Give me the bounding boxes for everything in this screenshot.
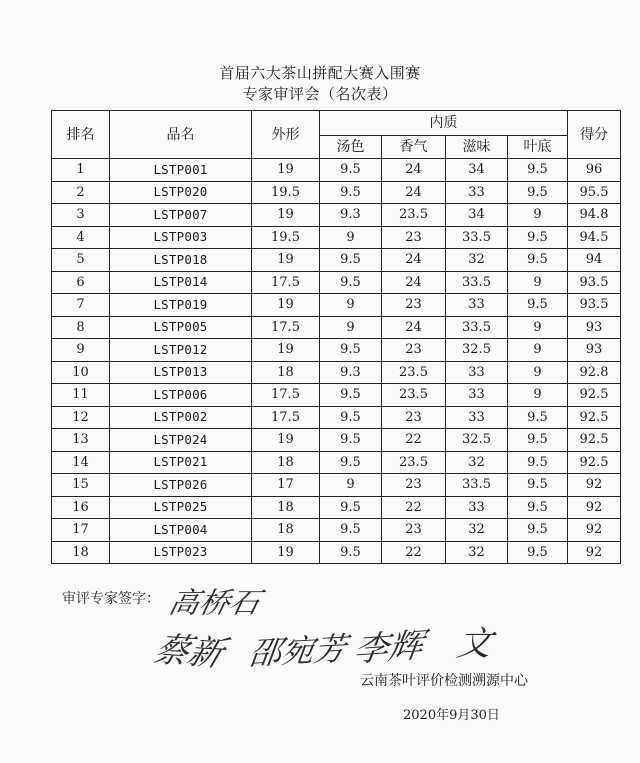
name-cell: LSTP014: [110, 271, 252, 294]
table-body: [52, 159, 621, 564]
name-cell: LSTP003: [110, 226, 252, 249]
table-row: [52, 181, 621, 204]
header-aroma: 香气: [382, 136, 446, 159]
name-cell: LSTP018: [110, 249, 252, 272]
taste-cell: 34: [446, 159, 508, 182]
leaf-base-cell: 9.5: [508, 294, 568, 317]
liquor-color-cell: 9.5: [320, 541, 382, 564]
table-row: [52, 406, 621, 429]
leaf-base-cell: 9.5: [508, 249, 568, 272]
rank-cell: 16: [52, 496, 110, 519]
taste-cell: 33: [446, 406, 508, 429]
shape-cell: 18: [252, 496, 320, 519]
rank-cell: 11: [52, 384, 110, 407]
score-cell: 94.5: [568, 226, 621, 249]
document-subtitle: 专家审评会（名次表）: [242, 85, 398, 103]
shape-cell: 18: [252, 519, 320, 542]
leaf-base-cell: 9.5: [508, 496, 568, 519]
liquor-color-cell: 9.5: [320, 159, 382, 182]
table-row: [52, 429, 621, 452]
table-row: [52, 294, 621, 317]
name-cell: LSTP012: [110, 339, 252, 362]
taste-cell: 33.5: [446, 226, 508, 249]
leaf-base-cell: 9: [508, 204, 568, 227]
score-cell: 93.5: [568, 271, 621, 294]
leaf-base-cell: 9: [508, 361, 568, 384]
table-row: [52, 316, 621, 339]
signature-4: 李辉: [351, 625, 426, 671]
aroma-cell: 23: [382, 339, 446, 362]
rank-cell: 15: [52, 474, 110, 497]
taste-cell: 32.5: [446, 429, 508, 452]
signature-2: 蔡新: [149, 629, 229, 675]
table-row: [52, 384, 621, 407]
name-cell: LSTP004: [110, 519, 252, 542]
name-cell: LSTP023: [110, 541, 252, 564]
score-cell: 92: [568, 519, 621, 542]
score-cell: 93.5: [568, 294, 621, 317]
taste-cell: 34: [446, 204, 508, 227]
liquor-color-cell: 9.5: [320, 249, 382, 272]
taste-cell: 32.5: [446, 339, 508, 362]
name-cell: LSTP007: [110, 204, 252, 227]
shape-cell: 19.5: [252, 226, 320, 249]
name-cell: LSTP021: [110, 451, 252, 474]
signature-3: 邵宛芳: [247, 629, 349, 673]
leaf-base-cell: 9: [508, 316, 568, 339]
rank-cell: 7: [52, 294, 110, 317]
shape-cell: 18: [252, 451, 320, 474]
shape-cell: 19: [252, 339, 320, 362]
score-cell: 95.5: [568, 181, 621, 204]
aroma-cell: 23.5: [382, 384, 446, 407]
taste-cell: 32: [446, 249, 508, 272]
score-cell: 92: [568, 541, 621, 564]
aroma-cell: 23: [382, 406, 446, 429]
aroma-cell: 22: [382, 429, 446, 452]
taste-cell: 32: [446, 451, 508, 474]
rank-cell: 12: [52, 406, 110, 429]
score-cell: 92.8: [568, 361, 621, 384]
name-cell: LSTP026: [110, 474, 252, 497]
table-row: [52, 249, 621, 272]
taste-cell: 32: [446, 519, 508, 542]
shape-cell: 17.5: [252, 406, 320, 429]
table-row: [52, 496, 621, 519]
leaf-base-cell: 9: [508, 339, 568, 362]
organization-name: 云南茶叶评价检测溯源中心: [360, 673, 528, 689]
liquor-color-cell: 9.5: [320, 496, 382, 519]
aroma-cell: 23.5: [382, 451, 446, 474]
shape-cell: 19: [252, 294, 320, 317]
document-title: 首届六大茶山拼配大赛入围赛: [219, 64, 421, 82]
rank-cell: 9: [52, 339, 110, 362]
rank-cell: 6: [52, 271, 110, 294]
header-taste: 滋味: [446, 136, 508, 159]
leaf-base-cell: 9.5: [508, 429, 568, 452]
taste-cell: 33.5: [446, 474, 508, 497]
rank-cell: 4: [52, 226, 110, 249]
header-score: 得分: [568, 111, 621, 159]
liquor-color-cell: 9.5: [320, 519, 382, 542]
rank-cell: 8: [52, 316, 110, 339]
liquor-color-cell: 9: [320, 226, 382, 249]
name-cell: LSTP019: [110, 294, 252, 317]
liquor-color-cell: 9.5: [320, 271, 382, 294]
taste-cell: 33: [446, 294, 508, 317]
header-inner-quality: 内质: [320, 111, 568, 136]
leaf-base-cell: 9.5: [508, 159, 568, 182]
aroma-cell: 23: [382, 226, 446, 249]
leaf-base-cell: 9.5: [508, 226, 568, 249]
table-row: [52, 226, 621, 249]
shape-cell: 19: [252, 429, 320, 452]
score-cell: 92.5: [568, 406, 621, 429]
score-cell: 93: [568, 316, 621, 339]
score-cell: 92: [568, 496, 621, 519]
score-cell: 92.5: [568, 429, 621, 452]
name-cell: LSTP006: [110, 384, 252, 407]
liquor-color-cell: 9.3: [320, 204, 382, 227]
shape-cell: 17.5: [252, 271, 320, 294]
table-row: [52, 361, 621, 384]
signature-5: 文: [453, 624, 495, 664]
table-row: [52, 519, 621, 542]
taste-cell: 33.5: [446, 271, 508, 294]
rank-cell: 17: [52, 519, 110, 542]
table-row: [52, 159, 621, 182]
rank-cell: 3: [52, 204, 110, 227]
aroma-cell: 23.5: [382, 204, 446, 227]
liquor-color-cell: 9.3: [320, 361, 382, 384]
leaf-base-cell: 9: [508, 384, 568, 407]
score-cell: 92.5: [568, 384, 621, 407]
liquor-color-cell: 9.5: [320, 406, 382, 429]
aroma-cell: 23: [382, 519, 446, 542]
leaf-base-cell: 9: [508, 271, 568, 294]
table-row: [52, 339, 621, 362]
leaf-base-cell: 9.5: [508, 181, 568, 204]
taste-cell: 33: [446, 181, 508, 204]
name-cell: LSTP020: [110, 181, 252, 204]
liquor-color-cell: 9.5: [320, 339, 382, 362]
header-leaf-base: 叶底: [508, 136, 568, 159]
aroma-cell: 24: [382, 271, 446, 294]
score-cell: 94: [568, 249, 621, 272]
liquor-color-cell: 9.5: [320, 451, 382, 474]
aroma-cell: 24: [382, 181, 446, 204]
name-cell: LSTP002: [110, 406, 252, 429]
liquor-color-cell: 9.5: [320, 429, 382, 452]
header-liquor-color: 汤色: [320, 136, 382, 159]
liquor-color-cell: 9.5: [320, 384, 382, 407]
table-row: [52, 204, 621, 227]
signature-1: 高桥石: [165, 586, 263, 620]
taste-cell: 33: [446, 496, 508, 519]
taste-cell: 32: [446, 541, 508, 564]
aroma-cell: 24: [382, 159, 446, 182]
leaf-base-cell: 9.5: [508, 519, 568, 542]
rank-cell: 5: [52, 249, 110, 272]
leaf-base-cell: 9.5: [508, 541, 568, 564]
table-row: [52, 271, 621, 294]
aroma-cell: 23: [382, 474, 446, 497]
shape-cell: 19.5: [252, 181, 320, 204]
aroma-cell: 24: [382, 249, 446, 272]
score-cell: 92.5: [568, 451, 621, 474]
table-row: [52, 541, 621, 564]
aroma-cell: 24: [382, 316, 446, 339]
signature-label: 审评专家签字：: [62, 591, 160, 607]
score-cell: 93: [568, 339, 621, 362]
name-cell: LSTP024: [110, 429, 252, 452]
leaf-base-cell: 9.5: [508, 474, 568, 497]
aroma-cell: 22: [382, 541, 446, 564]
score-cell: 92: [568, 474, 621, 497]
shape-cell: 17.5: [252, 384, 320, 407]
name-cell: LSTP005: [110, 316, 252, 339]
rank-cell: 1: [52, 159, 110, 182]
score-cell: 94.8: [568, 204, 621, 227]
rank-cell: 2: [52, 181, 110, 204]
liquor-color-cell: 9.5: [320, 181, 382, 204]
shape-cell: 19: [252, 204, 320, 227]
liquor-color-cell: 9: [320, 316, 382, 339]
rank-cell: 14: [52, 451, 110, 474]
rank-cell: 10: [52, 361, 110, 384]
taste-cell: 33: [446, 361, 508, 384]
shape-cell: 17.5: [252, 316, 320, 339]
taste-cell: 33: [446, 384, 508, 407]
name-cell: LSTP001: [110, 159, 252, 182]
aroma-cell: 22: [382, 496, 446, 519]
rank-cell: 13: [52, 429, 110, 452]
name-cell: LSTP025: [110, 496, 252, 519]
header-shape: 外形: [252, 111, 320, 159]
shape-cell: 19: [252, 249, 320, 272]
name-cell: LSTP013: [110, 361, 252, 384]
table-row: [52, 474, 621, 497]
taste-cell: 33.5: [446, 316, 508, 339]
liquor-color-cell: 9: [320, 474, 382, 497]
leaf-base-cell: 9.5: [508, 451, 568, 474]
aroma-cell: 23.5: [382, 361, 446, 384]
leaf-base-cell: 9.5: [508, 406, 568, 429]
score-cell: 96: [568, 159, 621, 182]
shape-cell: 19: [252, 541, 320, 564]
header-rank: 排名: [52, 111, 110, 159]
rank-cell: 18: [52, 541, 110, 564]
shape-cell: 19: [252, 159, 320, 182]
header-name: 品名: [110, 111, 252, 159]
shape-cell: 17: [252, 474, 320, 497]
ranking-table: [51, 110, 621, 564]
document-date: 2020年9月30日: [403, 708, 500, 723]
table-row: [52, 451, 621, 474]
shape-cell: 18: [252, 361, 320, 384]
aroma-cell: 23: [382, 294, 446, 317]
liquor-color-cell: 9: [320, 294, 382, 317]
